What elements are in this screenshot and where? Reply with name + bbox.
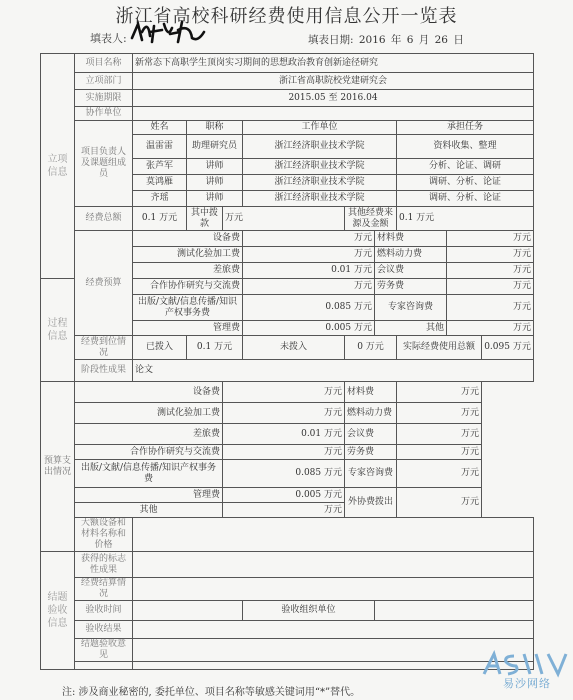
budget-amount: 0.085 万元 — [243, 295, 375, 321]
member-unit: 浙江经济职业技术学院 — [243, 159, 397, 175]
spend-amount: 万元 — [397, 382, 482, 403]
spend-item: 会议费 — [345, 424, 397, 445]
member-name: 齐瑶 — [133, 191, 187, 207]
budget-amount: 万元 — [447, 263, 534, 279]
watermark-subtitle: 易沙网络 — [503, 677, 551, 690]
members-header-title: 职称 — [187, 121, 243, 135]
coop-value — [133, 107, 534, 121]
footnote: 注: 涉及商业秘密的, 委托单位、项目名称等敏感关键词用“*”替代。 — [62, 687, 361, 698]
table-end-spacer — [75, 662, 133, 670]
member-unit: 浙江经济职业技术学院 — [243, 191, 397, 207]
period-label: 实施期限 — [75, 90, 133, 107]
equip-label: 大额设备和材料名称和价格 — [75, 518, 133, 552]
member-title: 助理研究员 — [187, 135, 243, 159]
budget-item: 测试化验加工费 — [133, 247, 243, 263]
allocated-amount: 0.1 万元 — [187, 336, 243, 360]
spend-amount: 万元 — [397, 460, 482, 488]
results-label: 获得的标志性成果 — [75, 552, 133, 578]
spend-item: 差旅费 — [75, 424, 223, 445]
spend-amount: 万元 — [223, 445, 345, 460]
coop-label: 协作单位 — [75, 107, 133, 121]
spend-amount: 万元 — [223, 382, 345, 403]
budget-item: 出版/文献/信息传播/知识产权事务费 — [133, 295, 243, 321]
fill-date: 填表日期: 2016 年 6 月 26 日 — [308, 34, 464, 46]
accept-time-value — [133, 601, 243, 621]
budget-amount: 0.005 万元 — [243, 321, 375, 336]
members-label: 项目负责人及课题组成员 — [75, 121, 133, 207]
members-header-unit: 工作单位 — [243, 121, 397, 135]
member-task: 资料收集、整理 — [397, 135, 534, 159]
spend-amount: 万元 — [397, 424, 482, 445]
member-unit: 浙江经济职业技术学院 — [243, 175, 397, 191]
budget-item: 材料费 — [375, 231, 447, 247]
dept-label: 立项部门 — [75, 73, 133, 90]
spend-item: 设备费 — [75, 382, 223, 403]
section-lixiang-label: 立项信息 — [41, 54, 75, 279]
budget-item: 燃料动力费 — [375, 247, 447, 263]
actual-amount: 0.095 万元 — [482, 336, 534, 360]
budget-amount: 万元 — [447, 247, 534, 263]
table-end-spacer — [133, 662, 534, 670]
budget-amount: 0.01 万元 — [243, 263, 375, 279]
unallocated-label: 未拨入 — [243, 336, 345, 360]
spend-amount: 0.01 万元 — [223, 424, 345, 445]
member-title: 讲师 — [187, 159, 243, 175]
spend-other-amount: 万元 — [223, 503, 345, 518]
member-task: 调研、分析、论证 — [397, 191, 534, 207]
members-header-task: 承担任务 — [397, 121, 534, 135]
budget-amount: 万元 — [447, 279, 534, 295]
spend-outside-label: 外协费拨出 — [345, 488, 397, 518]
member-title: 讲师 — [187, 175, 243, 191]
spend-other-label: 其他 — [75, 503, 223, 518]
budget-item: 设备费 — [133, 231, 243, 247]
document-title: 浙江省高校科研经费使用信息公开一览表 — [115, 6, 458, 27]
spend-item: 燃料动力费 — [345, 403, 397, 424]
accept-eval-label: 结题验收意见 — [75, 639, 133, 662]
spend-mgmt-label: 管理费 — [75, 488, 223, 503]
total-alloc: 万元 — [223, 207, 345, 231]
budget-label: 经费预算 — [75, 231, 133, 336]
spend-item: 劳务费 — [345, 445, 397, 460]
budget-amount: 万元 — [243, 247, 375, 263]
budget-amount: 万元 — [243, 231, 375, 247]
spend-item: 材料费 — [345, 382, 397, 403]
accept-eval-value — [133, 639, 534, 662]
budget-amount: 万元 — [447, 321, 534, 336]
dept-value: 浙江省高职院校党建研究会 — [133, 73, 534, 90]
budget-amount: 万元 — [243, 279, 375, 295]
project-name-label: 项目名称 — [75, 54, 133, 73]
member-task: 调研、分析、论证 — [397, 175, 534, 191]
settle-value — [133, 578, 534, 601]
spend-item: 出版/文献/信息传播/知识产权事务费 — [75, 460, 223, 488]
spend-amount: 0.085 万元 — [223, 460, 345, 488]
spend-label: 预算支出情况 — [41, 382, 75, 552]
spend-amount: 万元 — [397, 445, 482, 460]
stage-value: 论文 — [133, 360, 534, 382]
actual-label: 实际经费使用总额 — [397, 336, 482, 360]
project-name: 新常态下高职学生顶岗实习期间的思想政治教育创新途径研究 — [133, 54, 534, 73]
accept-time-label: 验收时间 — [75, 601, 133, 621]
budget-item: 会议费 — [375, 263, 447, 279]
arrival-label: 经费到位情况 — [75, 336, 133, 360]
settle-label: 经费结算情况 — [75, 578, 133, 601]
budget-amount: 万元 — [447, 231, 534, 247]
spend-item: 合作协作研究与交流费 — [75, 445, 223, 460]
info-table — [40, 53, 534, 670]
allocated-label: 已拨入 — [133, 336, 187, 360]
accept-result-value — [133, 621, 534, 639]
accept-org-value — [375, 601, 534, 621]
unallocated-amount: 0 万元 — [345, 336, 397, 360]
members-header-name: 姓名 — [133, 121, 187, 135]
member-name: 张芦军 — [133, 159, 187, 175]
member-title: 讲师 — [187, 191, 243, 207]
spend-amount: 万元 — [223, 403, 345, 424]
total-amount: 0.1 万元 — [133, 207, 187, 231]
budget-item: 合作协作研究与交流费 — [133, 279, 243, 295]
spend-mgmt-amount: 0.005 万元 — [223, 488, 345, 503]
budget-item: 劳务费 — [375, 279, 447, 295]
accept-org-label: 验收组织单位 — [243, 601, 375, 621]
spend-item: 测试化验加工费 — [75, 403, 223, 424]
spend-amount: 万元 — [397, 403, 482, 424]
budget-item: 差旅费 — [133, 263, 243, 279]
filler-label: 填表人: — [90, 32, 127, 45]
member-task: 分析、论证、调研 — [397, 159, 534, 175]
budget-item: 其他 — [375, 321, 447, 336]
budget-item: 管理费 — [133, 321, 243, 336]
budget-item: 专家咨询费 — [375, 295, 447, 321]
handwritten-signature — [128, 18, 208, 46]
total-of-which: 其中拨款 — [187, 207, 223, 231]
total-label: 经费总额 — [75, 207, 133, 231]
total-other: 0.1 万元 — [397, 207, 534, 231]
section-process-label: 过程信息 — [41, 279, 75, 382]
spend-item: 专家咨询费 — [345, 460, 397, 488]
equip-value — [133, 518, 534, 552]
stage-label: 阶段性成果 — [75, 360, 133, 382]
budget-amount: 万元 — [447, 295, 534, 321]
period-value: 2015.05 至 2016.04 — [133, 90, 534, 107]
accept-result-label: 验收结果 — [75, 621, 133, 639]
spend-outside-amount: 万元 — [397, 488, 482, 518]
results-value — [133, 552, 534, 578]
member-name: 莫鸿雁 — [133, 175, 187, 191]
member-name: 温雷雷 — [133, 135, 187, 159]
total-other-label: 其他经费来源及金额 — [345, 207, 397, 231]
member-unit: 浙江经济职业技术学院 — [243, 135, 397, 159]
section-accept-label: 结题验收信息 — [41, 552, 75, 670]
